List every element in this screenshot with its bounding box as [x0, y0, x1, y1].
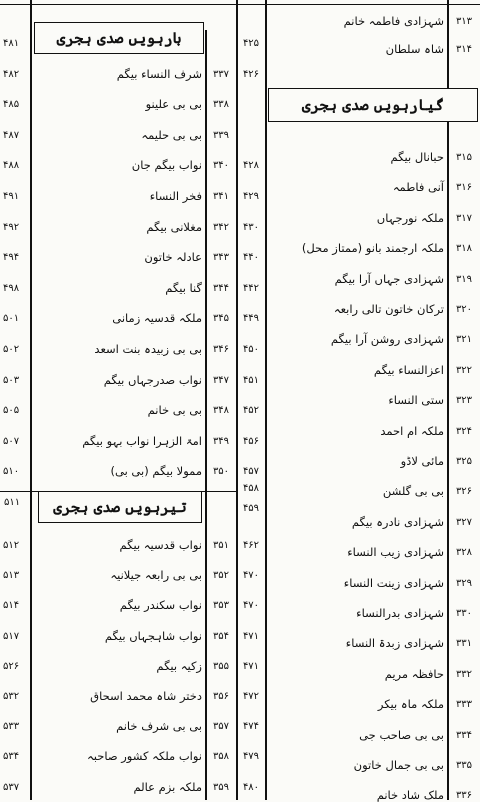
entry-index-number: ۳۱۷ [455, 212, 473, 224]
entry-name: ملک شاد خانم [376, 788, 444, 802]
entry-page-number: ۴۹۱ [3, 191, 20, 202]
entry-page-number: ۴۸۵ [3, 99, 20, 111]
entry-index-number: ۳۴۹ [212, 435, 230, 447]
entry-page-number: ۴۸۸ [3, 160, 20, 172]
entry-name: بی بی گلشن [382, 484, 444, 499]
entry-ref-number: ۴۲۵ [242, 38, 260, 49]
entry-page-number: ۵۱۷ [3, 630, 20, 642]
entry-name: فخر النساء [149, 189, 202, 203]
entry-name: شہزادی زیب النساء [347, 545, 444, 560]
entry-name: ملکہ قدسیہ زمانی [112, 311, 202, 326]
entry-index-number: ۳۵۱ [212, 540, 230, 551]
entry-index-number: ۳۴۷ [212, 374, 230, 386]
entry-index-number: ۳۲۹ [455, 577, 473, 589]
entry-ref-number: ۴۵۹ [242, 503, 260, 514]
entry-ref-number: ۴۲۸ [242, 160, 260, 172]
entry-index-number: ۳۱۸ [455, 243, 473, 255]
entry-page-number: ۴۸۷ [3, 129, 20, 141]
entry-ref-number: ۴۷۱ [242, 660, 260, 672]
rule-left-page-col [30, 0, 32, 800]
entry-index-number: ۳۱۶ [455, 182, 473, 194]
entry-page-number: ۵۰۷ [3, 435, 20, 447]
entry-index-number: ۳۳۸ [212, 99, 230, 111]
entry-ref-number: ۴۵۰ [242, 344, 260, 355]
entry-name: آنی فاطمہ [392, 180, 444, 195]
entry-index-number: ۳۳۵ [455, 760, 473, 771]
rule-center [265, 0, 267, 800]
entry-page-number: ۵۳۳ [3, 721, 20, 733]
entry-ref-number: ۴۳۰ [242, 221, 260, 233]
heading-12th-century [34, 22, 204, 54]
entry-ref-number: ۴۴۰ [242, 252, 260, 264]
entry-index-number: ۳۴۶ [212, 344, 230, 355]
entry-index-number: ۳۱۵ [455, 152, 473, 163]
entry-ref-number: ۴۷۱ [242, 630, 260, 642]
heading-12th-century-text: بارہویں صدی ہجری [56, 29, 182, 47]
entry-page-number: ۵۱۴ [3, 600, 20, 612]
entry-ref-number: ۴۲۹ [242, 191, 260, 202]
entry-page-number: ۵۳۲ [3, 691, 20, 702]
entry-index-number: ۳۵۴ [212, 630, 230, 642]
entry-name: بی بی حلیمہ [141, 127, 202, 142]
entry-ref-number: ۴۵۱ [242, 374, 260, 386]
entry-page-number: ۵۱۰ [3, 466, 20, 478]
entry-index-number: ۳۳۴ [455, 729, 473, 741]
entry-name: ملکہ نورجہاں [376, 210, 444, 225]
entry-name: نواب سکندر بیگم [119, 598, 202, 613]
entry-name: ملکہ ماہ بیکر [377, 697, 444, 712]
entry-index-number: ۳۵۹ [212, 781, 230, 793]
entry-index-number: ۳۱۴ [455, 44, 473, 55]
entry-ref-number: ۴۶۲ [242, 540, 260, 551]
entry-index-number: ۳۲۰ [455, 304, 473, 315]
entry-index-number: ۳۳۳ [455, 699, 473, 711]
entry-name: زکیہ بیگم [156, 658, 202, 673]
entry-index-number: ۳۳۰ [455, 608, 473, 619]
entry-name: نواب بیگم جان [131, 158, 202, 173]
entry-name: بی بی صاحب جی [359, 727, 444, 742]
entry-name: شہزادی زبدۃ النساء [345, 636, 444, 651]
entry-name: حبانال بیگم [390, 150, 444, 164]
entry-page-number: ۵۲۶ [3, 660, 20, 672]
entry-index-number: ۳۴۲ [212, 221, 230, 233]
entry-ref-number: ۴۲۶ [242, 68, 260, 80]
entry-ref-number: ۴۵۷ [242, 466, 260, 478]
heading-13th-century-text: تیرہویں صدی ہجری [53, 498, 187, 516]
entry-index-number: ۳۲۶ [455, 486, 473, 498]
entry-ref-number: ۴۷۰ [242, 600, 260, 612]
entry-ref-number: ۴۵۶ [242, 435, 260, 447]
entry-index-number: ۳۲۱ [455, 334, 473, 346]
entry-name: امۃ الزہرا نواب بہو بیگم [82, 433, 202, 448]
entry-ref-number: ۴۷۲ [242, 691, 260, 702]
entry-index-number: ۳۴۴ [212, 282, 230, 294]
entry-name: شاہ سلطان [385, 42, 444, 56]
entry-index-number: ۳۳۷ [212, 68, 230, 80]
entry-index-number: ۳۵۸ [212, 751, 230, 763]
entry-page-number: ۵۳۴ [3, 751, 20, 763]
entry-ref-number: ۴۷۹ [242, 751, 260, 763]
entry-name: شہزادی فاطمہ خانم [343, 14, 444, 28]
entry-ref-number: ۴۷۴ [242, 721, 260, 733]
entry-name: بی بی جمال خاتون [353, 758, 444, 772]
entry-name: بی بی زبیدہ بنت اسعد [94, 342, 202, 356]
entry-page-number: ۵۰۱ [3, 313, 20, 325]
entry-ref-number: ۴۴۲ [242, 282, 260, 294]
heading-11th-century-text: گیارہویں صدی ہجری [301, 96, 445, 114]
left-divider-page-number: ۵۱۱ [4, 497, 21, 508]
entry-name: شرف النساء بیگم [116, 66, 202, 81]
entry-index-number: ۳۲۸ [455, 547, 473, 559]
entry-name: نواب صدرجہاں بیگم [103, 372, 202, 387]
entry-page-number: ۵۰۳ [3, 374, 20, 386]
entry-name: دختر شاہ محمد اسحاق [90, 689, 202, 703]
entry-name: عادلہ خاتون [144, 250, 202, 265]
entry-name: شہزادی جہاں آرا بیگم [334, 271, 444, 286]
entry-index-number: ۳۵۲ [212, 570, 230, 582]
entry-page-number: ۵۰۲ [3, 344, 20, 355]
entry-index-number: ۳۴۳ [212, 252, 230, 264]
entry-page-number: ۴۸۱ [3, 38, 20, 49]
entry-index-number: ۳۳۹ [212, 129, 230, 141]
entry-name: بی بی رابعہ جیلانیہ [110, 568, 202, 583]
entry-index-number: ۳۲۲ [455, 364, 473, 376]
entry-name: ملکہ ارجمند بانو (ممتاز محل) [301, 241, 444, 256]
entry-ref-number: ۴۵۲ [242, 405, 260, 417]
entry-index-number: ۳۱۳ [455, 16, 473, 27]
entry-page-number: ۵۰۵ [3, 405, 20, 417]
entry-page-number: ۵۳۷ [3, 781, 20, 793]
entry-index-number: ۳۴۰ [212, 160, 230, 172]
heading-11th-century [268, 88, 478, 122]
entry-index-number: ۳۵۶ [212, 691, 230, 702]
entry-page-number: ۴۹۲ [3, 221, 20, 233]
entry-index-number: ۳۵۷ [212, 721, 230, 733]
entry-index-number: ۳۴۱ [212, 191, 230, 202]
entry-index-number: ۳۵۵ [212, 660, 230, 672]
entry-index-number: ۳۳۶ [455, 790, 473, 802]
entry-index-number: ۳۵۰ [212, 466, 230, 478]
entry-index-number: ۳۲۵ [455, 456, 473, 467]
entry-index-number: ۳۲۳ [455, 395, 473, 407]
entry-ref-number: ۴۵۸ [242, 483, 260, 494]
rule-left-ref-col [236, 0, 238, 800]
entry-ref-number: ۴۴۹ [242, 313, 260, 325]
entry-name: مائی لاڈو [400, 454, 444, 468]
entry-index-number: ۳۲۴ [455, 425, 473, 437]
entry-page-number: ۴۸۲ [3, 68, 20, 80]
entry-index-number: ۳۳۲ [455, 668, 473, 680]
entry-name: بی بی علینو [145, 97, 202, 112]
entry-ref-number: ۴۷۰ [242, 570, 260, 582]
entry-name: مغلانی بیگم [146, 219, 202, 234]
entry-name: ستی النساء [388, 393, 444, 408]
entry-index-number: ۳۴۸ [212, 405, 230, 417]
entry-name: شہزادی روشن آرا بیگم [330, 332, 444, 347]
entry-name: بی بی شرف خانم [116, 719, 202, 734]
entry-name: بی بی خانم [147, 403, 202, 418]
entry-page-number: ۴۹۴ [3, 252, 20, 264]
entry-name: نواب ملکہ کشور صاحبہ [87, 749, 202, 764]
entry-index-number: ۳۲۷ [455, 516, 473, 528]
entry-index-number: ۳۱۹ [455, 273, 473, 285]
entry-name: ملکہ بزم عالم [133, 779, 202, 794]
entry-name: ممولا بیگم (بی بی) [110, 464, 202, 479]
entry-name: نواب شاہجہاں بیگم [104, 628, 202, 643]
entry-name: شہزادی نادرہ بیگم [351, 514, 444, 529]
entry-index-number: ۳۵۳ [212, 600, 230, 612]
entry-name: شہزادی بدرالنساء [356, 606, 444, 620]
entry-name: اعزالنساء بیگم [373, 362, 444, 377]
entry-index-number: ۳۴۵ [212, 313, 230, 325]
entry-page-number: ۵۱۳ [3, 570, 20, 582]
entry-page-number: ۵۱۲ [3, 540, 20, 551]
rule-top [0, 4, 480, 5]
entry-ref-number: ۴۸۰ [242, 781, 260, 793]
entry-name: گنا بیگم [165, 280, 202, 295]
entry-name: شہزادی زینت النساء [343, 575, 444, 590]
heading-13th-century [38, 491, 202, 523]
entry-name: حافظہ مریم [384, 666, 444, 681]
entry-name: ملکہ ام احمد [380, 423, 444, 438]
entry-name: ترکان خاتون تالی رابعہ [333, 302, 444, 316]
entry-name: نواب قدسیہ بیگم [119, 538, 202, 552]
entry-index-number: ۳۳۱ [455, 638, 473, 650]
entry-page-number: ۴۹۸ [3, 282, 20, 294]
